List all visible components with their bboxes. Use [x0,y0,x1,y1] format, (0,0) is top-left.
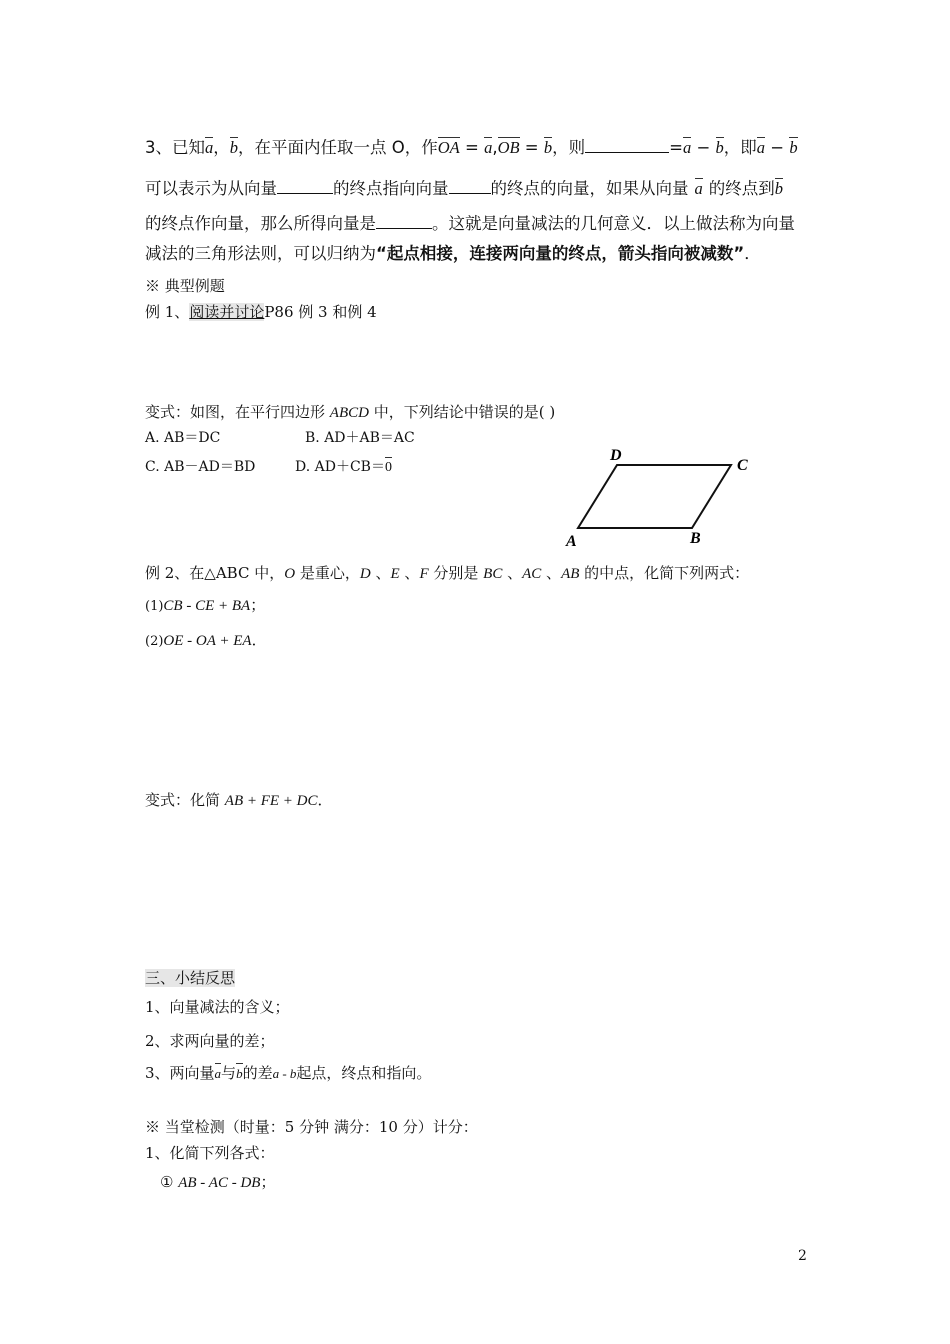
text: 、 [541,564,562,582]
parallelogram-shape [578,465,731,528]
text: 。这就是向量减法的几何意义．以上做法称为向量 [432,214,795,233]
text: 的中点，化简下列两式： [579,564,750,582]
text: , [492,138,498,157]
vector-b: b [715,138,724,157]
expression: AB + FE + DC [224,793,318,809]
option-a: A. AB＝DC [145,430,221,446]
difference-expression: a - b [272,1066,297,1081]
text: 变式：如图，在平行四边形 [145,403,330,421]
vector-b: b [236,1064,243,1084]
text: ． [317,791,333,809]
text: 的差 [242,1064,273,1082]
point-D: D [359,566,371,582]
example2-item1 [145,595,265,617]
zero-vector: 0 [385,458,392,478]
segment-AB: AB [561,566,580,582]
option-b: B. AD＋AB＝AC [305,430,415,446]
segment-BC: BC [483,566,503,582]
text: 可以表示为从向量 [145,179,277,198]
summary-item2: 2、求两向量的差； [145,1032,275,1050]
text: 的终点到 [708,179,775,198]
parallelogram-figure [560,440,760,555]
text: ； [250,596,266,614]
fill-blank [449,177,491,194]
text: − [691,138,716,157]
vector-a: a [756,138,766,157]
point-E: E [390,566,400,582]
text: 是重心， [295,564,360,582]
example2-item2 [145,630,267,652]
vector-a: a [215,1064,222,1084]
page-number: 2 [798,1248,807,1264]
point-F: F [419,566,429,582]
text: ． [251,631,267,649]
underlined-text: 阅读并讨论 [189,303,265,321]
text: 、 [399,564,420,582]
text: 、 [502,564,523,582]
text: ，即 [723,138,757,157]
vector-b: b [229,138,238,157]
text: ， [213,138,230,157]
section-examples-heading: ※ 典型例题 [145,277,225,295]
option-c: C. AB－AD＝BD [145,459,256,475]
text: − [765,138,790,157]
vector-a: a [484,138,493,157]
text: ． [744,244,761,263]
example1 [145,302,377,322]
text: D. AD＋CB＝ [295,459,385,475]
text: ； [260,1173,276,1191]
text: 起点，终点和指向。 [296,1064,432,1082]
text: = [669,138,683,157]
vector-OB: OB [497,138,520,157]
label-B: B [690,530,701,547]
variant1-question [145,402,555,423]
para3-line2 [145,177,783,199]
label-A: A [566,533,577,550]
para3-line3 [145,212,795,234]
vector-b: b [774,179,783,198]
vector-OA: OA [437,138,460,157]
vector-a: a [694,179,703,198]
text: 与 [221,1064,237,1082]
text: 、 [370,564,391,582]
text: 的终点的向量，如果从向量 [490,179,689,198]
expression: OE - OA + EA [163,633,252,649]
summary-item1: 1、向量减法的含义； [145,998,290,1016]
text: 中，下列结论中错误的是( ) [368,403,556,421]
item-number: (2) [145,634,164,649]
text: 减法的三角形法则，可以归纳为 [145,244,376,263]
abcd-label: ABCD [329,405,369,421]
vector-b: b [543,138,553,157]
text: 变式：化简 [145,791,225,809]
item-number: (1) [145,599,164,614]
expression: CB - CE + BA [163,598,251,614]
text: 3、已知 [145,138,205,157]
variant2 [145,790,333,811]
summary-heading [145,968,235,988]
label-D: D [610,447,622,464]
heading-text: 三、小结反思 [145,969,236,987]
vector-a: a [682,138,692,157]
expression: AB - AC - DB [178,1175,261,1191]
test-question1-part1 [160,1172,275,1193]
summary-item3 [145,1063,431,1084]
text: = [459,138,485,157]
text: 3、两向量 [145,1064,215,1082]
text: ，在平面内任取一点 O，作 [238,138,438,157]
test-question1: 1、化简下列各式： [145,1144,275,1162]
text: 的终点作向量，那么所得向量是 [145,214,376,233]
text: 例 1、 [145,303,190,321]
fill-blank [376,212,432,229]
label-C: C [737,457,748,474]
example2 [145,563,749,584]
option-d [295,457,392,478]
text: 分别是 [428,564,484,582]
item-number: ① [160,1173,174,1191]
text: P86 例 3 和例 4 [264,303,377,321]
para3-line4 [145,244,761,264]
fill-blank [585,136,669,153]
point-O: O [284,566,296,582]
text: ，则 [552,138,586,157]
text: 例 2、在△ABC 中， [145,564,285,582]
para3-line1 [145,136,798,158]
test-heading: ※ 当堂检测（时量：5 分钟 满分：10 分）计分： [145,1118,478,1136]
segment-AC: AC [522,566,542,582]
fill-blank [277,177,333,194]
rule-quote: “起点相接，连接两向量的终点，箭头指向被减数” [376,244,745,263]
vector-b: b [789,138,798,157]
text: = [519,138,544,157]
vector-a: a [205,138,214,157]
text: 的终点指向向量 [333,179,449,198]
